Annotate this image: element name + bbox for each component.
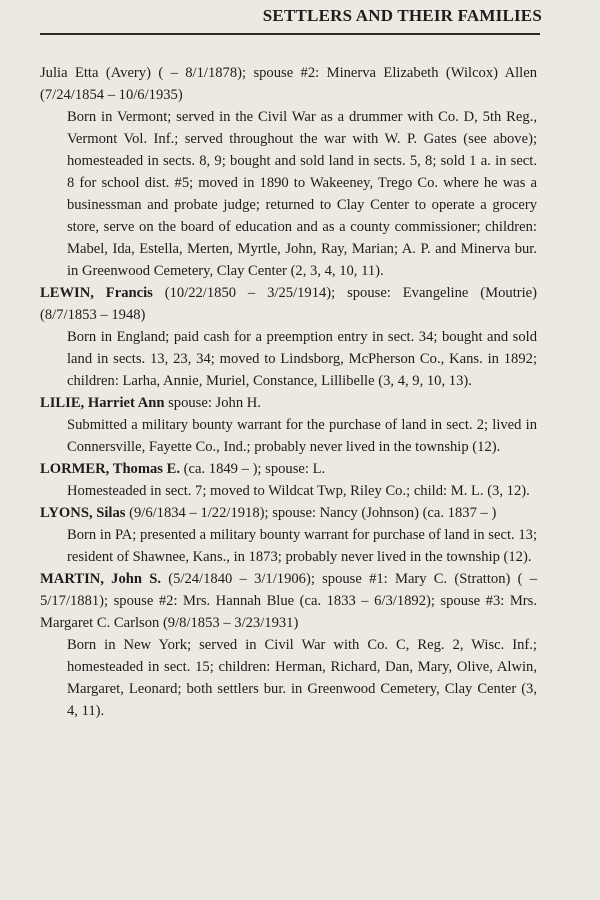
entry-details: (ca. 1849 – ); spouse: L.	[180, 461, 326, 477]
entry-lewin	[40, 282, 537, 392]
entry-details: (9/6/1834 – 1/22/1918); spouse: Nancy (Johnson) (ca. 1837 – )	[125, 505, 497, 521]
entry-name: LILIE, Harriet Ann	[40, 395, 165, 411]
entry-heading	[40, 502, 537, 524]
entry-details: Julia Etta (Avery) ( – 8/1/1878); spouse #2: Minerva Elizabeth (Wilcox) Allen (7/24/1854 – 10/6/1935)	[40, 65, 537, 103]
entry-text: Homesteaded in sect. 7; moved to Wildcat Twp, Riley Co.; child: M. L. (3, 12).	[67, 483, 530, 499]
entry-text: Submitted a military bounty warrant for the purchase of land in sect. 2; lived in Connersville, Fayette Co., Ind.; probably never lived in the township (12).	[67, 417, 537, 455]
entry-heading	[40, 392, 537, 414]
running-head: SETTLERS AND THEIR FAMILIES	[262, 6, 542, 25]
entry-name: LYONS, Silas	[40, 505, 126, 521]
entry-text: Born in England; paid cash for a preemption entry in sect. 34; bought and sold land in sects. 13, 23, 34; moved to Lindsborg, McPherson Co., Kans. in 1892; children: Larha, Annie, Muriel, Constance, Lillibelle (3, 4, 9, 10, 13).	[67, 329, 537, 389]
header-rule	[40, 33, 540, 35]
entry-avery	[40, 62, 537, 282]
entry-lyons	[40, 502, 537, 568]
entry-name: MARTIN, John S.	[40, 571, 162, 587]
entry-lormer	[40, 458, 537, 502]
entry-text: Born in Vermont; served in the Civil War as a drummer with Co. D, 5th Reg., Vermont Vol. Inf.; served throughout the war with W. P. Gates (see above); homesteaded in sects. 8, 9; bought and sold land in sects. 5, 8; sold 1 a. in sect. 8 for school dist. #5; moved in 1890 to Wakeeney, Trego Co. where he was a businessman and probate judge; returned to Clay Center to operate a grocery store, serve on the board of education and as a county commissioner; children: Mabel, Ida, Estella, Merten, Myrtle, John, Ray, Marian; A. P. and Minerva bur. in Greenwood Cemetery, Clay Center (2, 3, 4, 10, 11).	[67, 109, 537, 279]
entry-details: (5/24/1840 – 3/1/1906); spouse #1: Mary C. (Stratton) ( – 5/17/1881); spouse #2: Mrs. Hannah Blue (ca. 1833 – 6/3/1892); spouse #3: Mrs. Margaret C. Carlson (9/8/1853 – 3/23/1931)	[40, 571, 537, 631]
entry-details: spouse: John H.	[164, 395, 261, 411]
entry-text: Born in PA; presented a military bounty warrant for purchase of land in sect. 13; resident of Shawnee, Kans., in 1873; probably never lived in the township (12).	[67, 527, 537, 565]
entry-heading	[40, 62, 537, 106]
entry-name: LORMER, Thomas E.	[40, 461, 181, 477]
entry-lilie	[40, 392, 537, 458]
entry-martin	[40, 568, 537, 722]
entry-heading	[40, 458, 537, 480]
entry-heading	[40, 568, 537, 634]
entries-list	[40, 62, 537, 722]
entry-details: (10/22/1850 – 3/25/1914); spouse: Evangeline (Moutrie) (8/7/1853 – 1948)	[40, 285, 538, 323]
entry-heading	[40, 282, 537, 326]
entry-name: LEWIN, Francis	[40, 285, 153, 301]
entry-text: Born in New York; served in Civil War with Co. C, Reg. 2, Wisc. Inf.; homesteaded in sect. 15; children: Herman, Richard, Dan, Mary, Olive, Alwin, Margaret, Leonard; both settlers bur. in Greenwood Cemetery, Clay Center (3, 4, 11).	[67, 637, 537, 719]
